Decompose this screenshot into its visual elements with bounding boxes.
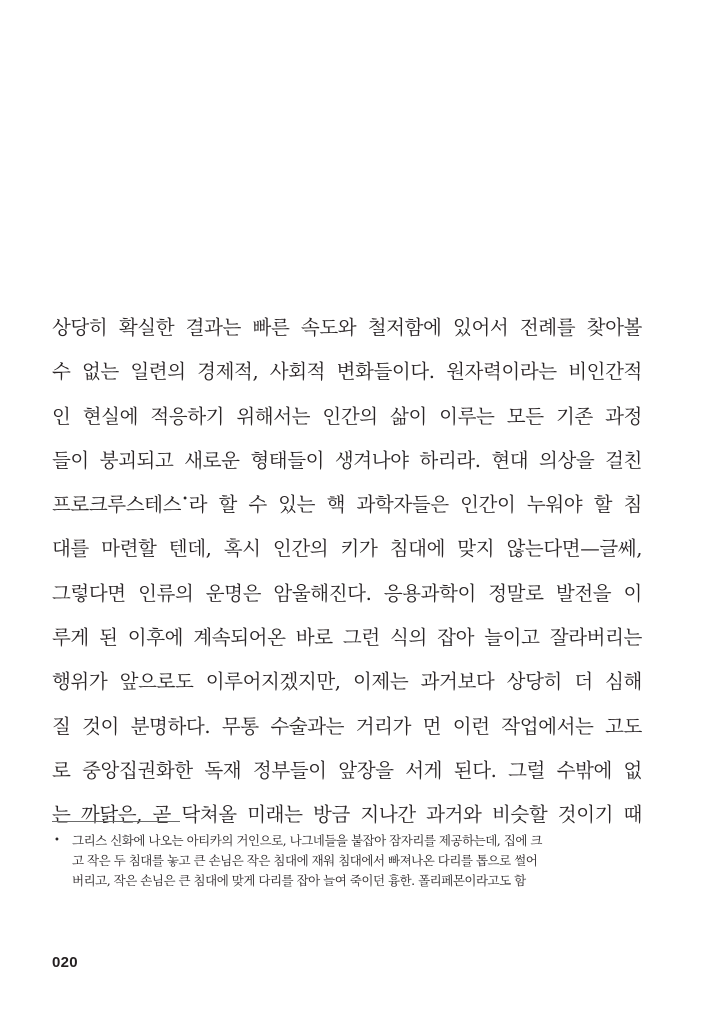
body-line: 그렇다면 인류의 운명은 암울해진다. 응용과학이 정말로 발전을 이 [52,581,642,605]
footnote-text [72,831,632,891]
footnote-reference-marker: • [182,494,188,506]
body-line: 대를 마련할 텐데, 혹시 인간의 키가 침대에 맞지 않는다면—글쎄, [52,537,642,561]
footnote-line: 고 작은 두 침대를 놓고 큰 손님은 작은 침대에 재워 침대에서 빠져나온 다리를 톱으로 썰어 [72,853,538,868]
body-line: 행위가 앞으로도 이루어지겠지만, 이제는 과거보다 상당히 더 심해 [52,670,642,694]
footnote-divider [52,821,180,822]
body-line-with-footnote [52,483,642,527]
body-line-part: 프로크루스테스 [52,493,182,517]
footnote-bullet-icon: • [54,835,60,846]
footnote-line: 버리고, 작은 손님은 큰 침대에 맞게 다리를 잡아 늘여 죽이던 흉한. 폴리페몬이라고도 함 [72,873,526,888]
page-number: 020 [52,954,78,971]
body-line-part: 라 할 수 있는 핵 과학자들은 인간이 누워야 할 침 [188,493,642,517]
body-line: 상당히 확실한 결과는 빠른 속도와 철저함에 있어서 전례를 찾아볼 [52,316,642,339]
body-line: 인 현실에 적응하기 위해서는 인간의 삶이 이루는 모든 기존 과정 [52,404,642,428]
body-line: 들이 붕괴되고 새로운 형태들이 생겨나야 하리라. 현대 의상을 걸친 [52,448,642,472]
body-line: 루게 된 이후에 계속되어온 바로 그런 식의 잡아 늘이고 잘라버리는 [52,626,642,650]
body-line: 수 없는 일련의 경제적, 사회적 변화들이다. 원자력이라는 비인간적 [52,360,642,384]
body-text [52,306,642,838]
footnote-line: 그리스 신화에 나오는 아티카의 거인으로, 나그네들을 붙잡아 잠자리를 제공하는데, 집에 크 [72,833,542,848]
body-line: 로 중앙집권화한 독재 정부들이 앞장을 서게 된다. 그럴 수밖에 없 [52,758,642,782]
body-line: 질 것이 분명하다. 무통 수술과는 거리가 먼 이런 작업에서는 고도 [52,714,642,738]
body-line: 는 까닭은, 곧 닥쳐올 미래는 방금 지나간 과거와 비슷할 것이기 때 [52,803,642,827]
